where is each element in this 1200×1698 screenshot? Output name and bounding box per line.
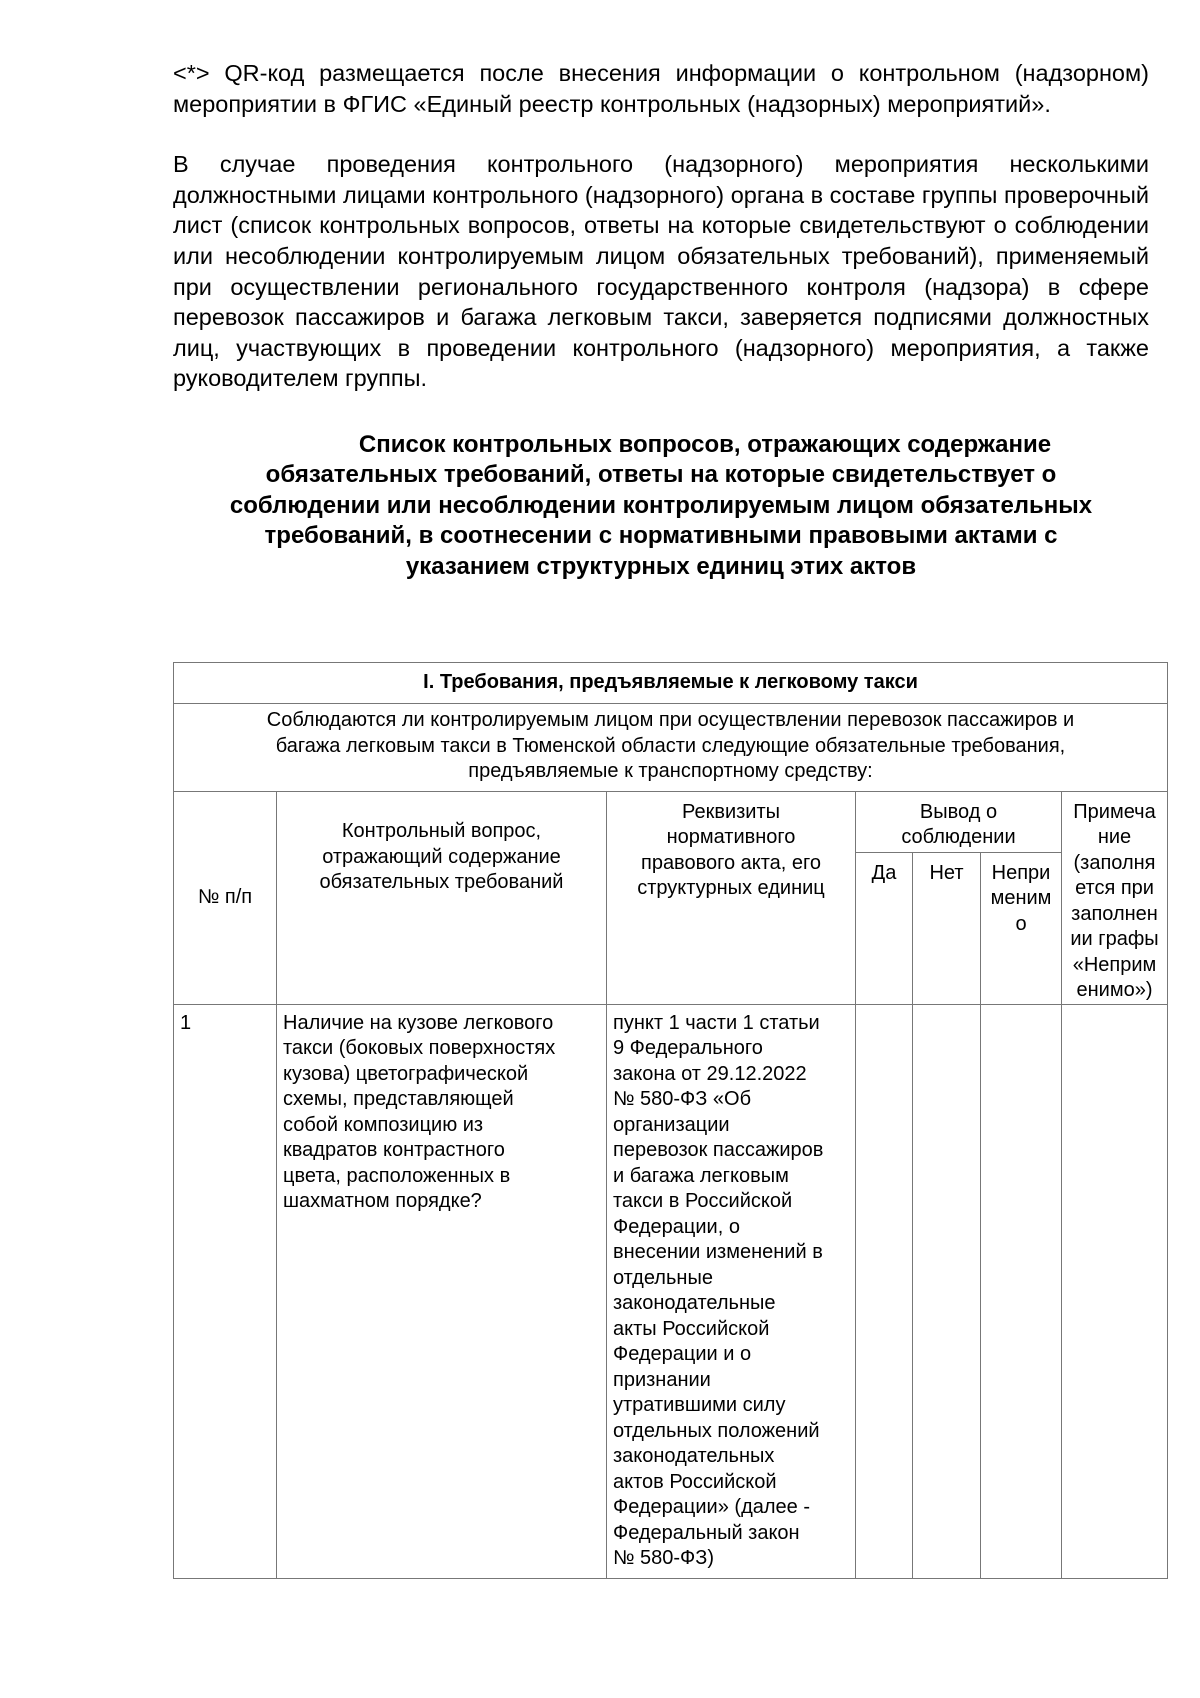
section-title: I. Требования, предъявляемые к легковому такси: [174, 663, 1168, 704]
header-verdict-line: соблюдении: [901, 826, 1016, 848]
checklist-table: [173, 662, 1168, 1579]
row-question-line: схемы, представляющей: [283, 1088, 514, 1110]
header-verdict: [856, 791, 1062, 852]
row-requisites-line: отдельных положений: [613, 1419, 820, 1442]
section-title-row: [174, 663, 1168, 704]
header-na-line: меним: [990, 887, 1052, 909]
header-no: Нет: [913, 852, 981, 1004]
row-requisites-line: организации: [613, 1113, 730, 1136]
row-requisites-line: Федерации и о: [613, 1343, 752, 1365]
header-note-line: ние: [1097, 826, 1132, 848]
row-no-cell[interactable]: [913, 1004, 981, 1578]
row-question-line: квадратов контрастного: [283, 1139, 505, 1161]
row-requisites-line: акты Российской: [613, 1317, 770, 1340]
qr-footnote: <*> QR-код размещается после внесения информации о контрольном (надзорном) мероприятии в ФГИС «Единый реестр контрольных (надзорных) мероприятий».: [173, 60, 1149, 117]
row-requisites-line: законодательные: [613, 1292, 776, 1314]
row-question-line: шахматном порядке?: [283, 1190, 482, 1212]
section-intro-row: [174, 704, 1168, 792]
section-intro-line: Соблюдаются ли контролируемым лицом при осуществлении перевозок пассажиров и: [266, 709, 1075, 731]
row-requisites: [607, 1004, 856, 1578]
heading-line: указанием структурных единиц этих актов: [405, 552, 917, 580]
row-requisites-line: утратившими силу: [613, 1394, 786, 1416]
table-row: [174, 1004, 1168, 1578]
row-requisites-line: № 580-ФЗ): [613, 1547, 714, 1569]
header-note-line: заполнен: [1071, 902, 1158, 925]
heading-line: обязательных требований, ответы на которые свидетельствует о: [265, 461, 1057, 489]
header-note-line: ии графы: [1070, 928, 1159, 950]
heading-line: соблюдении или несоблюдении контролируемым лицом обязательных: [229, 491, 1093, 519]
row-requisites-line: 9 Федерального: [613, 1037, 763, 1059]
row-question: [277, 1004, 607, 1578]
row-requisites-line: № 580-ФЗ «Об: [613, 1088, 752, 1110]
heading-line: Список контрольных вопросов, отражающих содержание: [358, 430, 1052, 458]
header-yes: Да: [856, 852, 913, 1004]
header-question-line: Контрольный вопрос,: [341, 820, 542, 843]
row-requisites-line: Федерации, о: [613, 1215, 740, 1238]
section-intro: [174, 704, 1168, 792]
header-note-line: Примеча: [1073, 800, 1156, 823]
section-intro-line: предъявляемые к транспортному средству:: [468, 760, 873, 782]
header-na-line: о: [1015, 912, 1027, 935]
header-num: № п/п: [174, 791, 277, 1004]
row-requisites-line: перевозок пассажиров: [613, 1139, 824, 1161]
checklist-heading: [173, 430, 1149, 583]
header-question-line: обязательных требований: [319, 871, 564, 894]
header-requisites-line: структурных единиц: [637, 877, 825, 899]
row-requisites-line: актов Российской: [613, 1470, 777, 1493]
row-requisites-line: и багажа легковым: [613, 1164, 789, 1187]
row-num: 1: [174, 1004, 277, 1578]
header-note-line: ется при: [1075, 877, 1154, 899]
header-note-line: енимо»): [1076, 979, 1153, 1001]
heading-line: требований, в соотнесении с нормативными правовыми актами с: [264, 522, 1058, 550]
row-question-line: кузова) цветографической: [283, 1062, 529, 1085]
header-row: [174, 791, 1168, 852]
header-not-applicable: [981, 852, 1062, 1004]
header-note: [1062, 791, 1168, 1004]
row-question-line: такси (боковых поверхностях: [283, 1037, 556, 1059]
row-requisites-line: внесении изменений в: [613, 1241, 823, 1263]
row-yes-cell[interactable]: [856, 1004, 913, 1578]
header-verdict-line: Вывод о: [919, 800, 998, 823]
row-requisites-line: такси в Российской: [613, 1190, 793, 1212]
row-question-line: собой композицию из: [283, 1113, 484, 1136]
group-signature-paragraph: В случае проведения контрольного (надзорного) мероприятия несколькими должностными лицами контрольного (надзорного) органа в составе группы проверочный лист (список контрольных вопросов, ответы на которые свидетельствуют о соблюдении или несоблюдении контролируемым лицом обязательных требований), применяемый при осуществлении регионального государственного контроля (надзора) в сфере перевозок пассажиров и багажа легковым такси, заверяется подписями должностных лиц, участвующих в проведении контрольного (надзорного) мероприятия, а также руководителем группы.: [173, 151, 1149, 392]
document-page: [173, 58, 1149, 582]
header-na-line: Непри: [991, 861, 1051, 884]
row-question-line: Наличие на кузове легкового: [283, 1011, 554, 1034]
row-not-applicable-cell[interactable]: [981, 1004, 1062, 1578]
row-requisites-line: законодательных: [613, 1445, 775, 1467]
header-question: [277, 791, 607, 1004]
section-intro-line: багажа легковым такси в Тюменской области следующие обязательные требования,: [275, 734, 1066, 757]
row-requisites-line: Федерации» (далее -: [613, 1496, 810, 1518]
row-requisites-line: признании: [613, 1368, 711, 1391]
header-requisites-line: правового акта, его: [640, 851, 822, 874]
header-question-line: отражающий содержание: [322, 845, 561, 868]
row-requisites-line: закона от 29.12.2022: [613, 1062, 807, 1085]
header-requisites-line: нормативного: [666, 826, 796, 848]
row-requisites-line: отдельные: [613, 1266, 713, 1289]
row-question-line: цвета, расположенных в: [283, 1164, 511, 1187]
row-requisites-line: пункт 1 части 1 статьи: [613, 1011, 820, 1034]
row-requisites-line: Федеральный закон: [613, 1521, 800, 1544]
header-note-line: (заполня: [1073, 851, 1156, 874]
header-note-line: «Неприм: [1072, 953, 1157, 976]
header-requisites-line: Реквизиты: [681, 800, 780, 823]
header-requisites: [607, 791, 856, 1004]
row-note-cell[interactable]: [1062, 1004, 1168, 1578]
